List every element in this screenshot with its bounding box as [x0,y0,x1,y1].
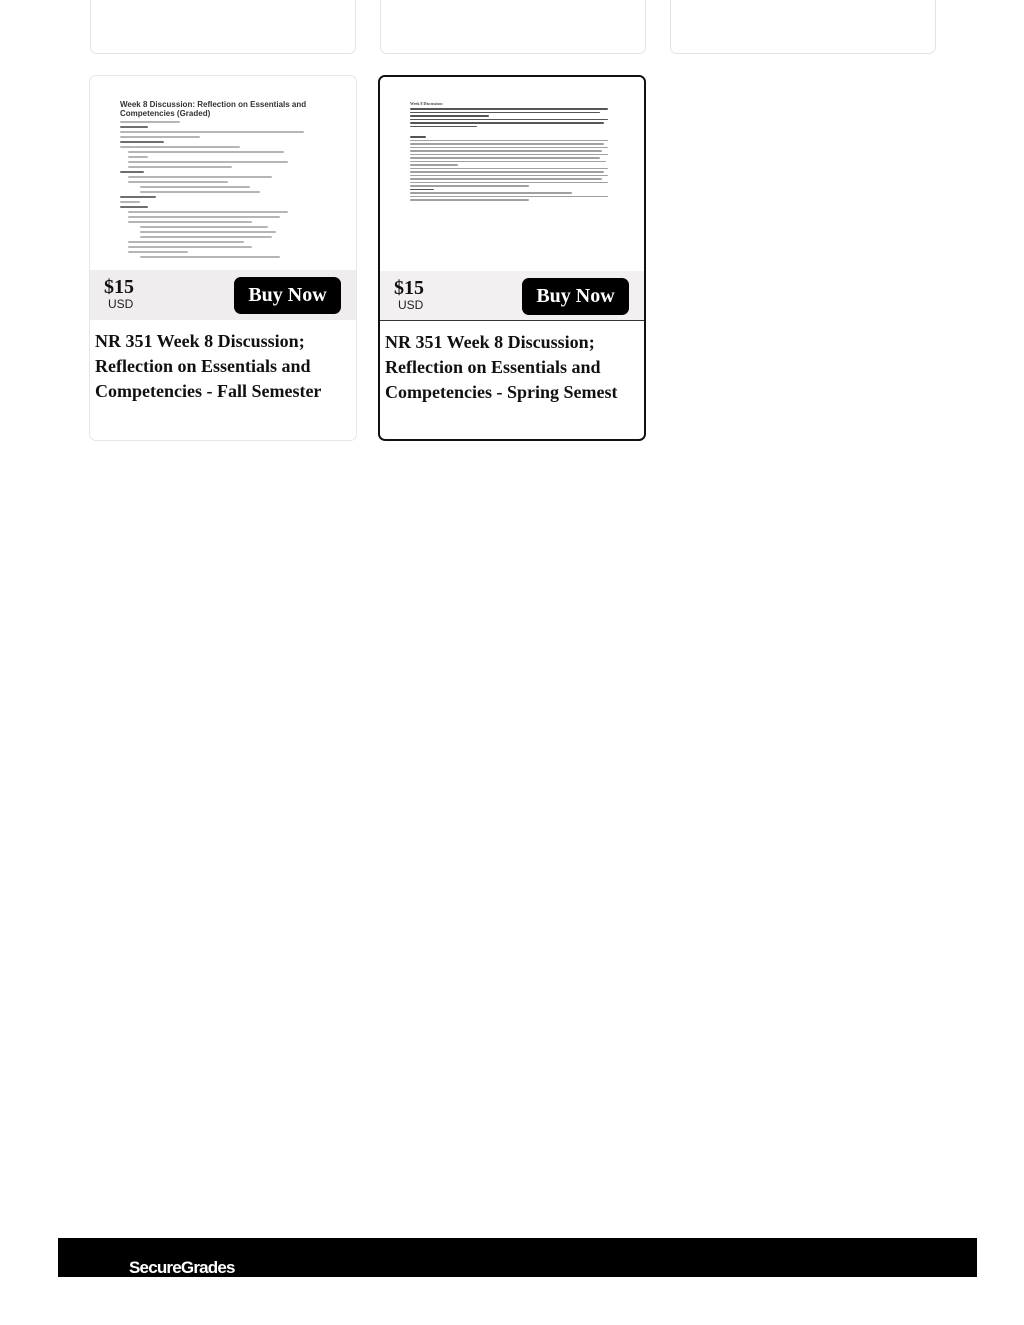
price-bar [90,270,356,320]
product-card[interactable] [89,75,357,441]
product-title[interactable]: NR 351 Week 8 Discussion; Reflection on Essentials and Competencies - Spring Semest [385,332,618,402]
previous-card-bottom [90,0,356,54]
document-preview-thumbnail[interactable] [90,76,356,320]
buy-now-button[interactable]: Buy Now [522,278,629,315]
previous-card-bottom [380,0,646,54]
document-preview-thumbnail[interactable] [380,77,644,321]
product-title[interactable]: NR 351 Week 8 Discussion; Reflection on Essentials and Competencies - Fall Semester [95,331,322,401]
currency: USD [398,298,424,312]
document-preview-title: Week 8 Discussion: [410,101,443,106]
price: $15 [394,277,424,299]
product-card[interactable] [378,75,646,441]
price: $15 [104,276,134,298]
document-preview-title: Week 8 Discussion: Reflection on Essentials and Competencies (Graded) [120,100,307,118]
currency: USD [108,297,134,311]
document-preview [410,101,608,203]
previous-card-bottom [670,0,936,54]
footer [58,1238,977,1277]
footer-logo[interactable]: SecureGrades [129,1258,235,1277]
price-bar [380,271,644,321]
buy-now-button[interactable]: Buy Now [234,277,341,314]
document-preview [120,100,320,261]
